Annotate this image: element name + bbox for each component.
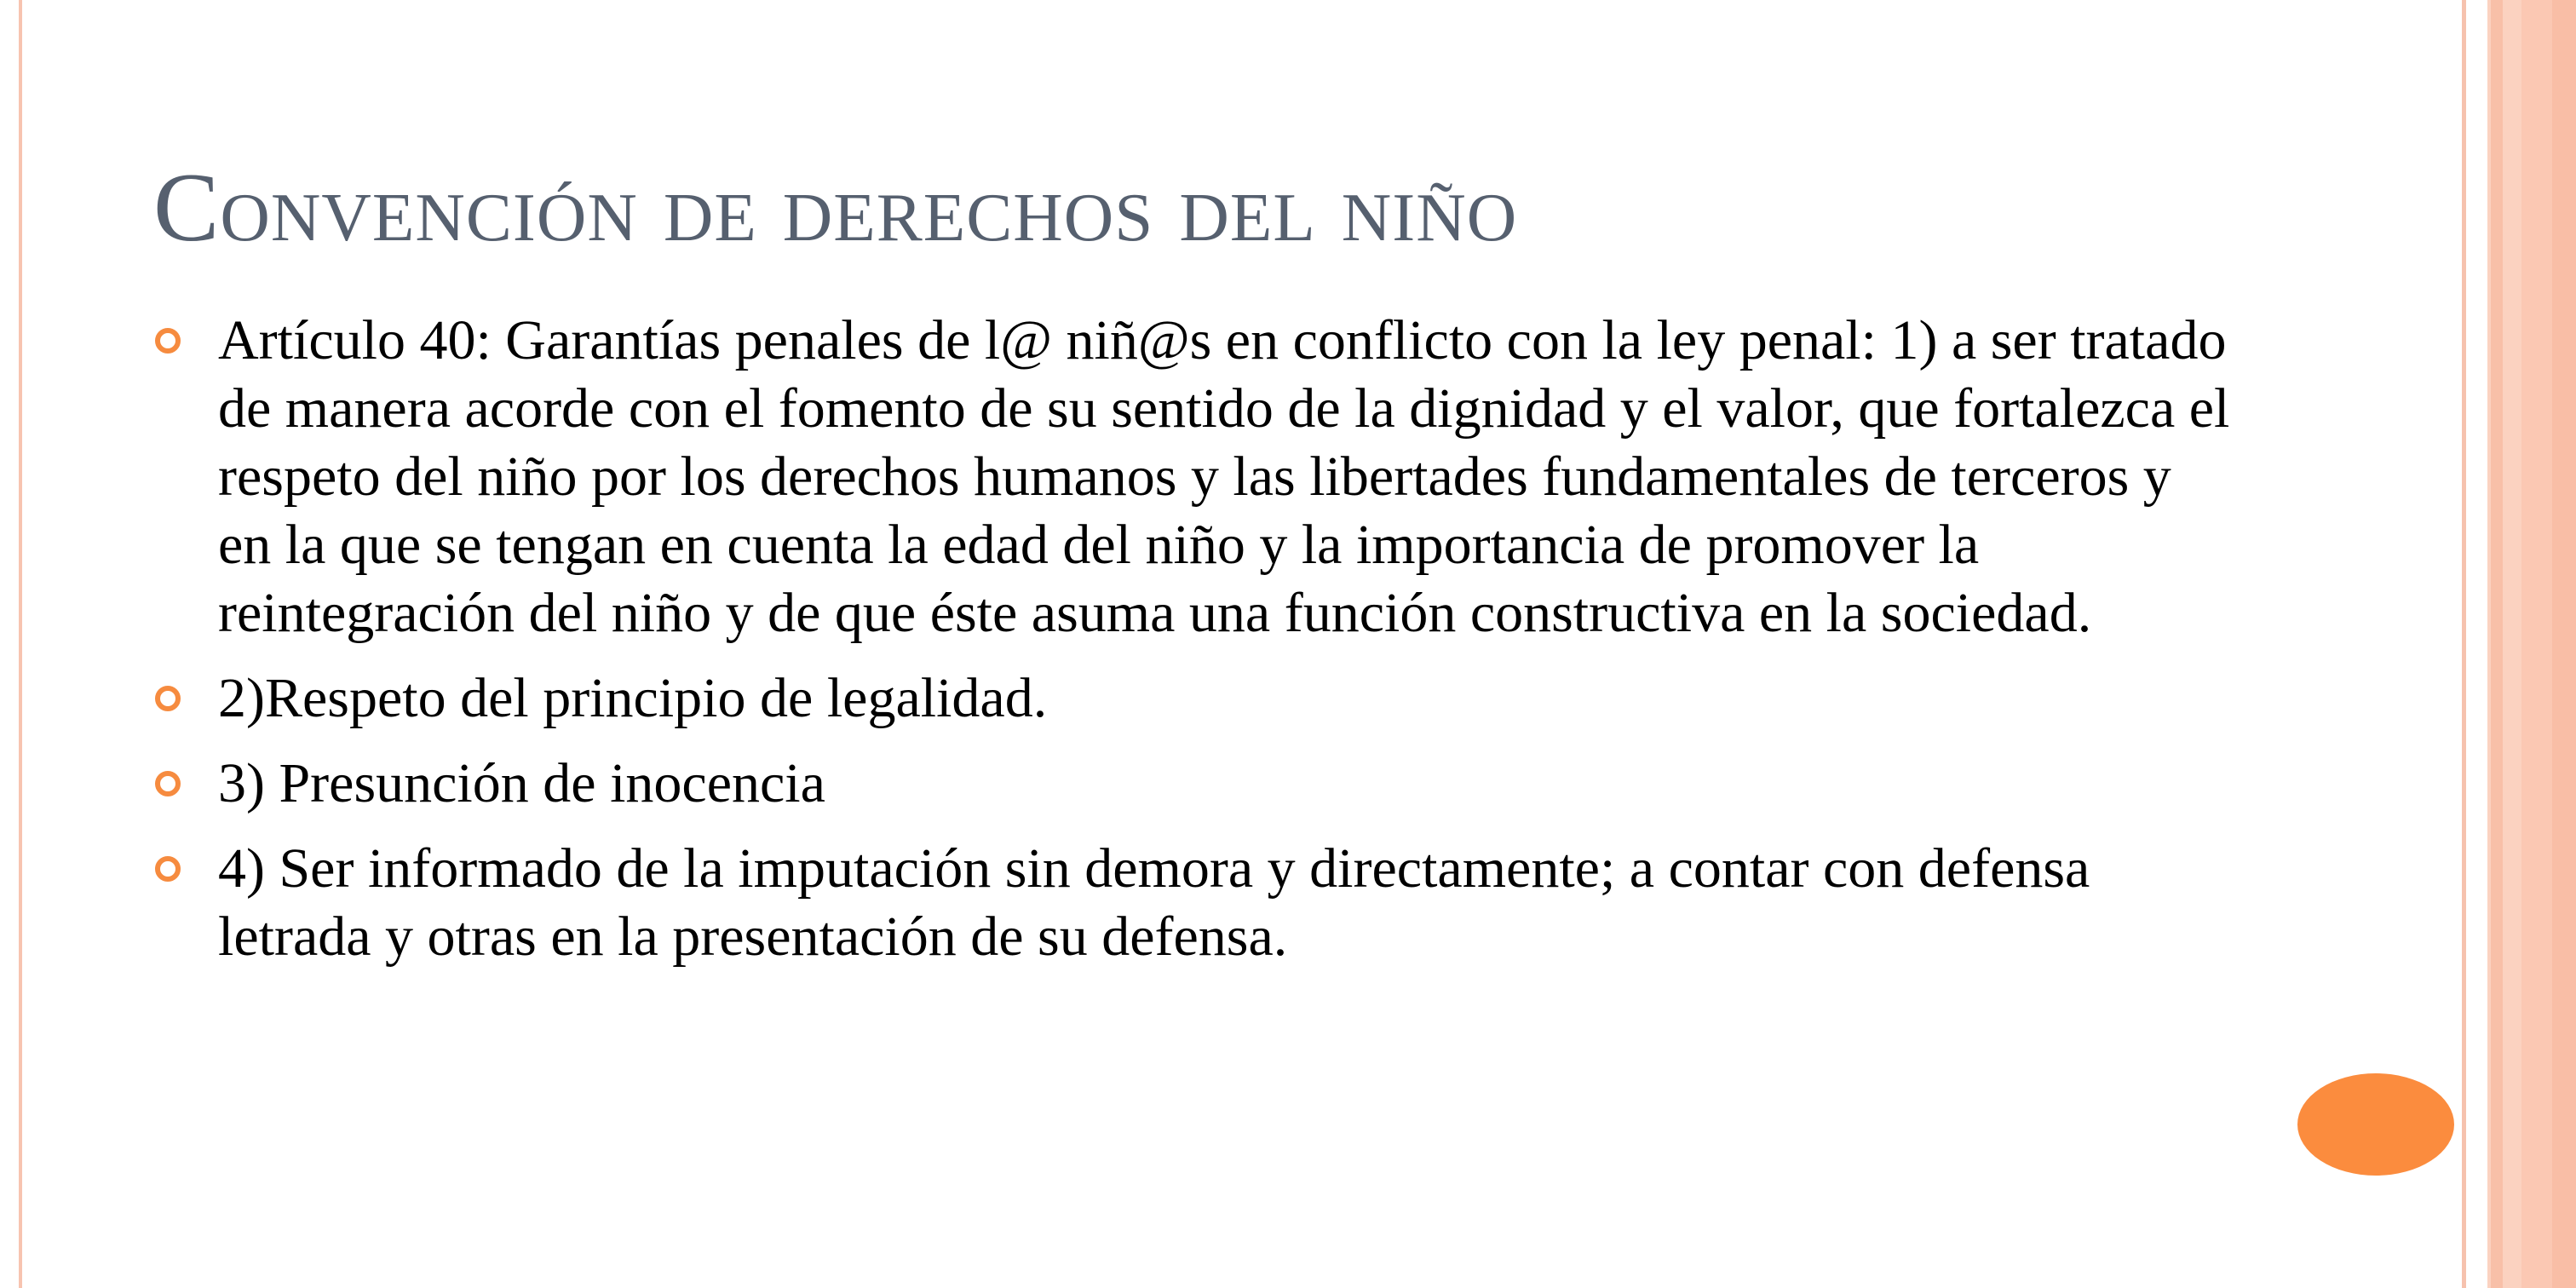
right-decorative-stripe (2552, 0, 2576, 1288)
bullet-circle-icon (155, 686, 181, 711)
bullet-text: 3) Presunción de inocencia (218, 752, 825, 814)
bullet-list (153, 307, 2232, 988)
right-decorative-stripe (2491, 0, 2503, 1288)
left-border-line (19, 0, 22, 1288)
slide-title: Convención de derechos del niño (153, 153, 1518, 262)
orange-oval-decoration (2297, 1073, 2454, 1176)
bullet-item (153, 307, 2232, 647)
bullet-item (153, 835, 2232, 971)
bullet-circle-icon (155, 771, 181, 796)
bullet-text: Artículo 40: Garantías penales de l@ niñ@s en conflicto con la ley penal: 1) a ser tratado de manera acorde con el fomento de su sentido de la dignidad y el valor, que fortalezca el respeto del niño por los derechos humanos y las libertades fundamentales de terceros y en la que se tengan en cuenta la edad del niño y la importancia de promover la reintegración del niño y de que éste asuma una función constructiva en la sociedad. (218, 309, 2230, 644)
right-border-line (2462, 0, 2466, 1288)
bullet-item (153, 750, 2232, 818)
bullet-item (153, 664, 2232, 733)
bullet-text: 4) Ser informado de la imputación sin demora y directamente; a contar con defensa letrada y otras en la presentación de su defensa. (218, 837, 2090, 968)
bullet-circle-icon (155, 856, 181, 882)
bullet-text: 2)Respeto del principio de legalidad. (218, 667, 1048, 729)
bullet-circle-icon (155, 328, 181, 354)
